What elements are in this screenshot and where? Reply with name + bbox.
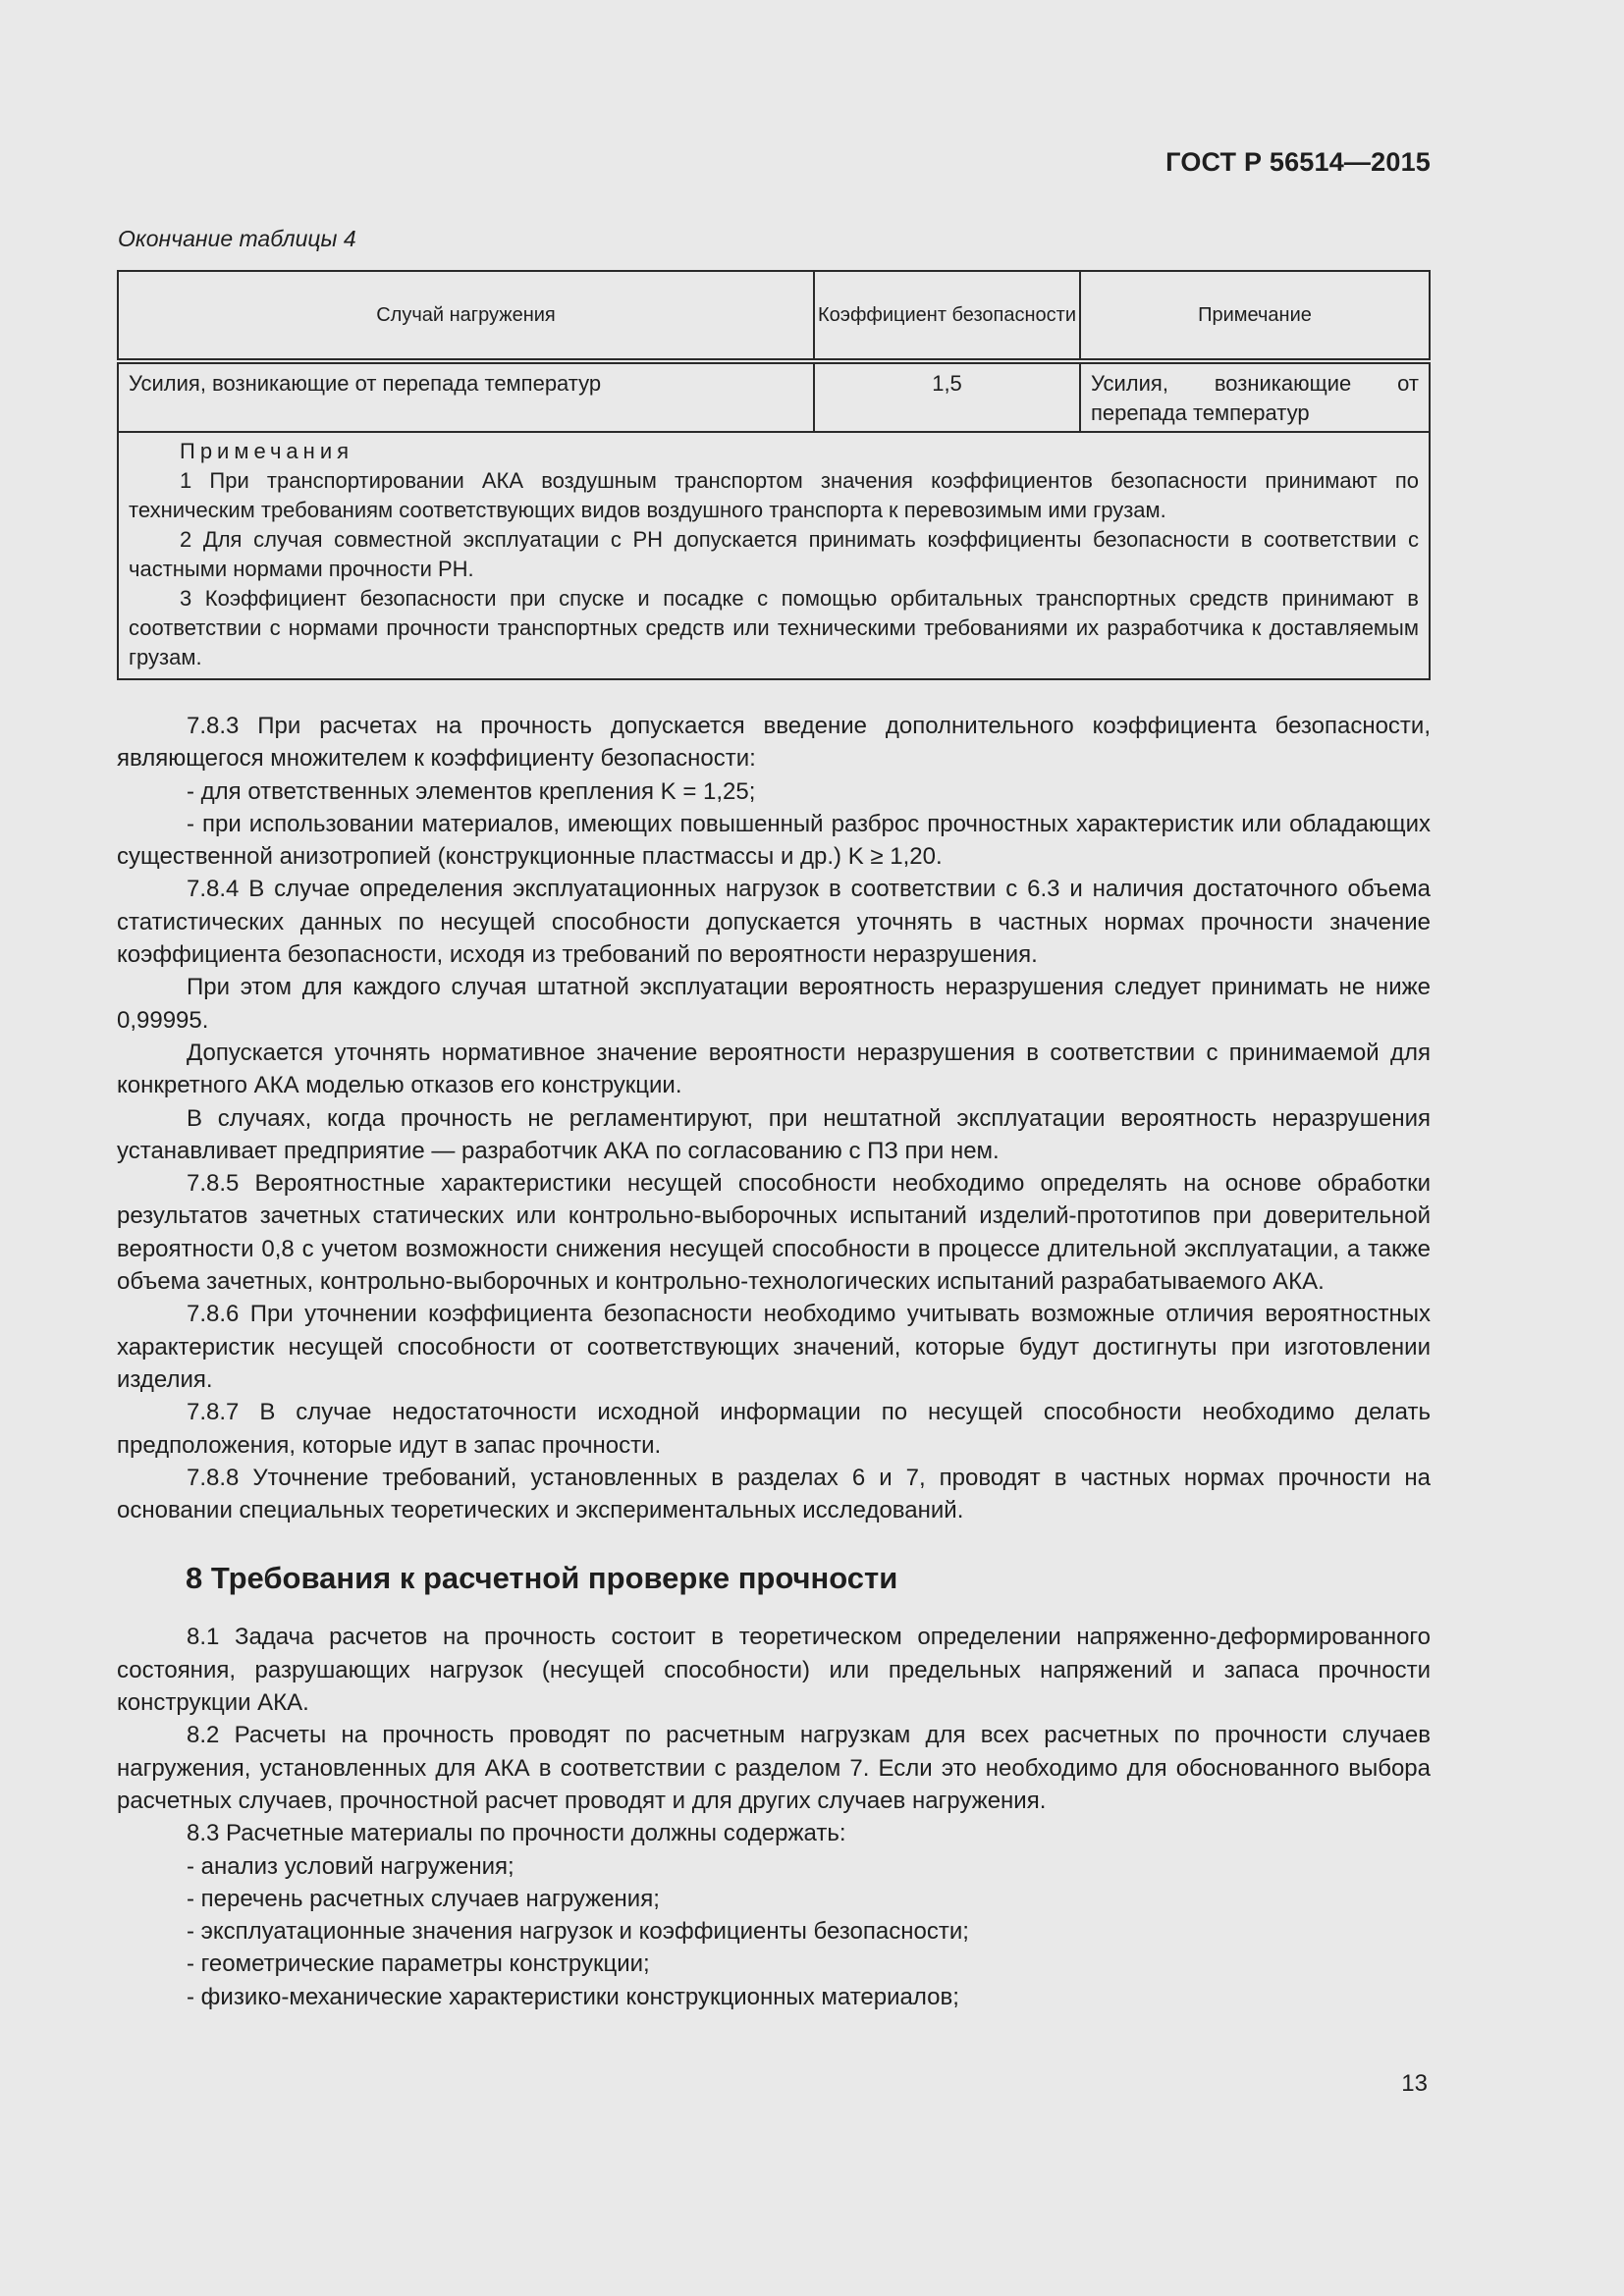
column-header-coefficient: Коэффициент безопасности bbox=[814, 271, 1080, 361]
paragraph-text: - при использовании материалов, имеющих повышенный разброс прочностных характеристик или обладающих существенной анизотропией (конструкционные пластмассы и др.) K ≥ 1,20. bbox=[117, 810, 1431, 871]
column-header-case: Случай нагружения bbox=[118, 271, 814, 361]
list-item: - геометрические параметры конструкции; bbox=[187, 1950, 650, 1978]
paragraph-text: В случаях, когда прочность не регламентируют, при нештатной эксплуатации вероятность неразрушения устанавливает предприятие — разработчик АКА по согласованию с ПЗ при нем. bbox=[117, 1104, 1431, 1164]
notes-title: Примечания bbox=[180, 439, 354, 463]
table-header-row bbox=[118, 271, 1430, 361]
paragraph-7-8-4: 7.8.4 В случае определения эксплуатационных нагрузок в соответствии с 6.3 и наличия достаточного объема статистических данных по несущей способности допускается уточнять в частных нормах прочности значение коэффициента безопасности, исходя из требований по вероятности неразрушения. bbox=[117, 876, 1431, 969]
document-code: ГОСТ Р 56514—2015 bbox=[1165, 147, 1431, 177]
paragraph-7-8-3: 7.8.3 При расчетах на прочность допускается введение дополнительного коэффициента безопасности, являющегося множителем к коэффициенту безопасности: bbox=[117, 713, 1431, 773]
page-number: 13 bbox=[1401, 2070, 1428, 2097]
cell-coefficient: 1,5 bbox=[814, 361, 1080, 432]
table-notes bbox=[118, 432, 1430, 679]
paragraph-8-1: 8.1 Задача расчетов на прочность состоит в теоретическом определении напряженно-деформированного состояния, разрушающих нагрузок (несущей способности) или предельных напряжений и запаса прочности конструкции АКА. bbox=[117, 1624, 1431, 1717]
list-item: - физико-механические характеристики конструкционных материалов; bbox=[187, 1983, 959, 2010]
note-item: 2 Для случая совместной эксплуатации с РН допускается принимать коэффициенты безопасности в соответствии с частными нормами прочности РН. bbox=[129, 527, 1419, 581]
paragraph-8-2: 8.2 Расчеты на прочность проводят по расчетным нагрузкам для всех расчетных по прочности случаев нагружения, установленных для АКА в соответствии с разделом 7. Если это необходимо для обоснованного выбора расчетных случаев, прочностной расчет проводят и для других случаев нагружения. bbox=[117, 1722, 1431, 1814]
paragraph-7-8-8: 7.8.8 Уточнение требований, установленных в разделах 6 и 7, проводят в частных нормах прочности на основании специальных теоретических и экспериментальных исследований. bbox=[117, 1464, 1431, 1524]
list-item: - для ответственных элементов крепления K = 1,25; bbox=[187, 777, 756, 805]
note-item: 1 При транспортировании АКА воздушным транспортом значения коэффициентов безопасности принимают по техническим требованиям соответствующих видов воздушного транспорта к перевозимым ими грузам. bbox=[129, 468, 1419, 522]
table-row bbox=[118, 361, 1430, 432]
paragraph-text: Допускается уточнять нормативное значение вероятности неразрушения в соответствии с принимаемой для конкретного АКА моделью отказов его конструкции. bbox=[117, 1039, 1431, 1099]
section-heading: 8 Требования к расчетной проверке прочности bbox=[186, 1561, 898, 1596]
table-4 bbox=[117, 270, 1431, 680]
column-header-note: Примечание bbox=[1080, 271, 1430, 361]
cell-case: Усилия, возникающие от перепада температур bbox=[118, 361, 814, 432]
paragraph-7-8-7: 7.8.7 В случае недостаточности исходной информации по несущей способности необходимо делать предположения, которые идут в запас прочности. bbox=[117, 1399, 1431, 1459]
paragraph-8-3: 8.3 Расчетные материалы по прочности должны содержать: bbox=[187, 1820, 846, 1847]
note-item: 3 Коэффициент безопасности при спуске и посадке с помощью орбитальных транспортных средств принимают в соответствии с нормами прочности транспортных средств или техническими требованиями их разработчика к доставляемым грузам. bbox=[129, 586, 1419, 669]
paragraph-7-8-5: 7.8.5 Вероятностные характеристики несущей способности необходимо определять на основе обработки результатов зачетных статических или контрольно-выборочных испытаний изделий-прототипов при доверительной вероятности 0,8 с учетом возможности снижения несущей способности в процессе длительной эксплуатации, а также объема зачетных, контрольно-выборочных и контрольно-технологических испытаний разрабатываемого АКА. bbox=[117, 1170, 1431, 1296]
table-caption: Окончание таблицы 4 bbox=[118, 226, 356, 251]
list-item: - анализ условий нагружения; bbox=[187, 1852, 514, 1880]
paragraph-7-8-6: 7.8.6 При уточнении коэффициента безопасности необходимо учитывать возможные отличия вероятностных характеристик несущей способности от соответствующих значений, которые будут достигнуты при изготовлении изделия. bbox=[117, 1301, 1431, 1393]
list-item: - эксплуатационные значения нагрузок и коэффициенты безопасности; bbox=[187, 1918, 969, 1946]
list-item: - перечень расчетных случаев нагружения; bbox=[187, 1885, 660, 1912]
paragraph-text: При этом для каждого случая штатной эксплуатации вероятность неразрушения следует принимать не ниже 0,99995. bbox=[117, 974, 1431, 1034]
body-text bbox=[117, 710, 1431, 2013]
table-notes-row bbox=[118, 432, 1430, 679]
cell-note: Усилия, возникающие от перепада температур bbox=[1080, 361, 1430, 432]
